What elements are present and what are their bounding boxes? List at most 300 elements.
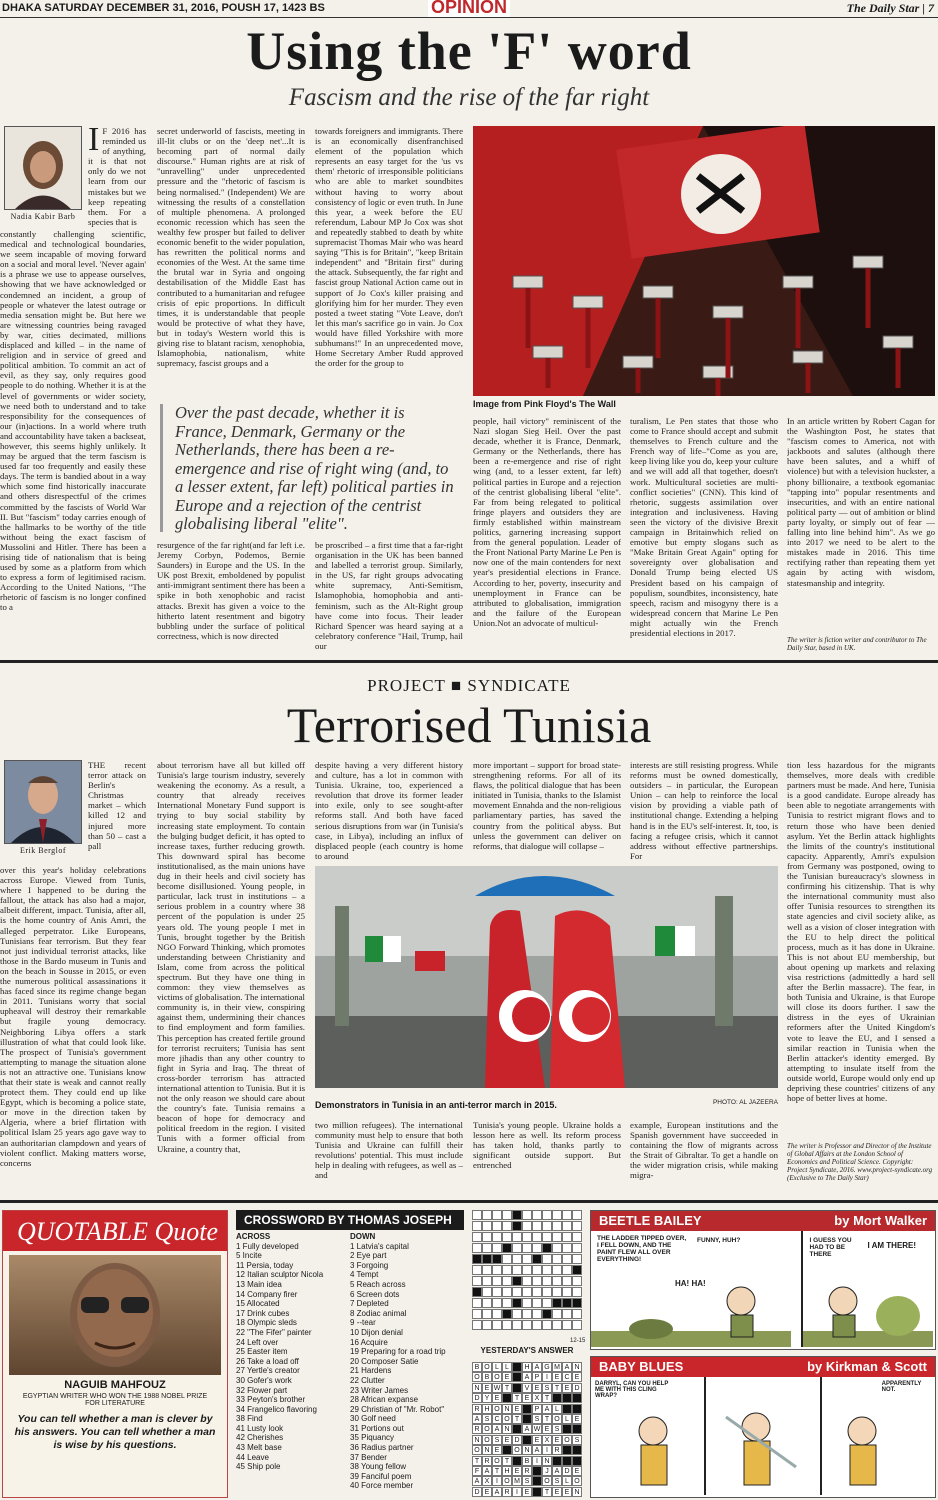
answer-cell <box>552 1393 562 1403</box>
article1-title: Using the 'F' word <box>246 21 692 81</box>
answer-cell: X <box>482 1476 492 1486</box>
answer-cell: V <box>522 1383 532 1393</box>
answer-cell: T <box>542 1414 552 1424</box>
answer-cell: X <box>532 1393 542 1403</box>
mahfouz-photo <box>9 1255 221 1375</box>
grid-cell[interactable] <box>552 1287 562 1297</box>
answer-cell: O <box>552 1414 562 1424</box>
grid-cell[interactable] <box>472 1232 482 1242</box>
grid-cell[interactable] <box>522 1298 532 1308</box>
answer-cell: S <box>532 1414 542 1424</box>
answer-cell <box>552 1456 562 1466</box>
answer-cell: X <box>542 1435 552 1445</box>
grid-cell[interactable] <box>532 1243 542 1253</box>
answer-cell: R <box>482 1456 492 1466</box>
clue-item: 1 Fully developed <box>236 1241 299 1251</box>
grid-cell[interactable] <box>492 1243 502 1253</box>
grid-cell[interactable] <box>482 1320 492 1330</box>
answer-cell: H <box>522 1362 532 1372</box>
grid-cell <box>502 1309 512 1319</box>
grid-cell[interactable] <box>532 1276 542 1286</box>
answer-cell: N <box>522 1445 532 1455</box>
image-caption: Image from Pink Floyd's The Wall <box>473 399 616 409</box>
grid-cell[interactable] <box>512 1309 522 1319</box>
grid-cell[interactable] <box>552 1265 562 1275</box>
clue-item: 23 Writer James <box>350 1385 409 1395</box>
answer-cell: O <box>482 1424 492 1434</box>
grid-cell[interactable] <box>492 1320 502 1330</box>
clue-item: 24 Left over <box>236 1337 279 1347</box>
clue-item: 31 Portions out <box>350 1423 404 1433</box>
project-syndicate-kicker: PROJECT ■ SYNDICATE <box>367 676 571 695</box>
grid-cell[interactable] <box>482 1232 492 1242</box>
author-byline: Nadia Kabir Barb <box>10 212 76 221</box>
clue-item: 33 Peyton's brother <box>236 1395 306 1405</box>
grid-cell[interactable] <box>532 1298 542 1308</box>
answer-cell: L <box>552 1404 562 1414</box>
answer-cell: R <box>522 1466 532 1476</box>
crossword-title: CROSSWORD BY THOMAS JOSEPH <box>236 1210 464 1230</box>
quote-author: NAGUIB MAHFOUZ <box>64 1379 166 1391</box>
grid-cell[interactable] <box>572 1210 582 1220</box>
answer-cell <box>522 1404 532 1414</box>
grid-number: 12-15 <box>570 1338 586 1344</box>
baby-blues-strip <box>590 1356 936 1498</box>
clue-item: 45 Ship pole <box>236 1462 281 1472</box>
answer-cell: O <box>472 1445 482 1455</box>
answer-cell: E <box>572 1414 582 1424</box>
grid-cell[interactable] <box>542 1254 552 1264</box>
answer-cell: D <box>562 1466 572 1476</box>
section-label: OPINION <box>428 0 510 17</box>
answer-cell: N <box>572 1487 582 1497</box>
article2-column-5: interests are still resisting progress. While reforms must be owned domestically, outsiders – in particular, the European Union – can help to reinforce the local vision by providing a viable path of institutional change. Extending a helping hand is in the EU's self-interest. It, too, is facing a refugee crisis, which it cannot address without effective partnerships. For <box>630 760 778 861</box>
grid-cell[interactable] <box>522 1210 532 1220</box>
crossword-grid[interactable] <box>472 1210 582 1336</box>
grid-cell[interactable] <box>562 1221 572 1231</box>
article1-column-3b: be proscribed – a first time that a far-right organisation in the UK has been banned and labelled a terrorist group. Similarly, in the US, far right groups advocating white supremacy, Anti-Semitism, Islamophobia, homophobia and anti-feminism, such as the Alt-Right group have come into focus. Their leader Richard Spencer was heard saying at a celebratory conference "Hail, Trump, hail our <box>315 540 463 651</box>
grid-cell <box>562 1298 572 1308</box>
grid-cell[interactable] <box>472 1320 482 1330</box>
answer-cell: O <box>482 1362 492 1372</box>
answer-cell: A <box>552 1466 562 1476</box>
answer-cell: O <box>572 1476 582 1486</box>
grid-cell[interactable] <box>512 1320 522 1330</box>
clue-item: 8 Zodiac animal <box>350 1308 407 1318</box>
answer-cell: O <box>512 1445 522 1455</box>
answer-cell: E <box>522 1487 532 1497</box>
section-divider <box>0 660 938 663</box>
grid-cell[interactable] <box>492 1221 502 1231</box>
clue-item: 42 Cherishes <box>236 1433 284 1443</box>
grid-cell[interactable] <box>522 1232 532 1242</box>
answer-cell: A <box>562 1362 572 1372</box>
grid-cell[interactable] <box>512 1287 522 1297</box>
answer-cell: E <box>492 1445 502 1455</box>
answer-cell <box>562 1456 572 1466</box>
grid-cell[interactable] <box>492 1276 502 1286</box>
answer-cell: A <box>532 1362 542 1372</box>
answer-cell: A <box>492 1487 502 1497</box>
quote-author-desc: EGYPTIAN WRITER WHO WON THE 1988 NOBEL PRIZE FOR LITERATURE <box>22 1393 208 1407</box>
grid-cell <box>542 1243 552 1253</box>
grid-cell[interactable] <box>492 1287 502 1297</box>
grid-cell[interactable] <box>542 1298 552 1308</box>
grid-cell <box>542 1309 552 1319</box>
grid-cell[interactable] <box>572 1254 582 1264</box>
answer-cell: N <box>502 1424 512 1434</box>
article1-column-1: constantly challenging scientific, medical and technological boundaries, we seem incapable of moving forward on a social and moral level. 'Never again' is a phrase we use to appease ourselves, showing that we have acknowledged or condemned an incident, a group of people or whatever the latest outrage or media sensation might be. But here we are witnessing countries being ravaged by war, cities decimated, millions displaced and killed – in the name of religion and in service of greed and political ambition. To commit an act of evil, as they say, only requires good people to do nothing. Whether it is at the level of governments or wider society, we need both to understand and to take responsibility for the consequences of our (in)actions. In a world where truth and accountability have taken a backseat, however, this seems highly unlikely. It may be argued that the term fascism is used far too frequently and easily these days. The term is bandied about in a way which some find historically inaccurate and others disrespectful of the crimes committed by the fascists of World War II. But "fascism" today carries enough of the hallmarks to be worthy of the title without being the exact fascism of Mussolini and Hitler. There has been a rising tide of nationalism that is being used by some as a platform from which to express a form of legitimised racism. According to the United Nations, "The rhetoric of fascism is no longer confined to a <box>0 229 146 613</box>
answer-cell <box>512 1456 522 1466</box>
comic-panel-1: THE LADDER TIPPED OVER, I FELL DOWN, AND THE PAINT FLEW ALL OVER EVERYTHING! FUNNY, HUH? HA! HA! <box>591 1231 803 1347</box>
grid-cell[interactable] <box>552 1320 562 1330</box>
answer-cell: S <box>572 1435 582 1445</box>
answer-cell: O <box>542 1476 552 1486</box>
answer-cell <box>572 1445 582 1455</box>
dateline: DHAKA SATURDAY DECEMBER 31, 2016, POUSH 17, 1423 BS <box>2 2 325 14</box>
answer-cell: D <box>472 1393 482 1403</box>
grid-cell[interactable] <box>542 1232 552 1242</box>
answer-cell: D <box>512 1435 522 1445</box>
clue-item: 38 Find <box>236 1414 263 1424</box>
answer-cell: T <box>512 1414 522 1424</box>
clue-item: 43 Melt base <box>236 1443 282 1453</box>
grid-cell[interactable] <box>552 1243 562 1253</box>
grid-cell[interactable] <box>552 1309 562 1319</box>
answer-cell: E <box>532 1383 542 1393</box>
grid-cell[interactable] <box>542 1276 552 1286</box>
article2-column-3b: two million refugees). The international community must help to ensure that both Tunisia and Ukraine can fulfill their revolutions' potential. This must include help in dealing with refugees, as well as – and <box>315 1120 463 1181</box>
answer-cell: Y <box>482 1393 492 1403</box>
answer-cell: I <box>542 1445 552 1455</box>
grid-cell[interactable] <box>502 1298 512 1308</box>
grid-cell[interactable] <box>572 1232 582 1242</box>
answer-cell: S <box>522 1476 532 1486</box>
grid-cell[interactable] <box>482 1210 492 1220</box>
grid-cell[interactable] <box>492 1298 502 1308</box>
answer-cell: R <box>472 1404 482 1414</box>
answer-cell: P <box>532 1372 542 1382</box>
beetle-bailey-strip <box>590 1210 936 1350</box>
across-clues: ACROSS 1 Fully developed 5 Incite 11 Persia, today 12 Italian sculptor Nicola 13 Main idea 14 Company firer 15 Allocated 17 Drink cubes 18 Olympic sleds 22 "The Fifer" painter 24 Left over 25 Easter item 26 Take a load off 27 Yertle's creator 30 Gofer's work 32 Flower part 33 Peyton's brother 34 Frangelico flavoring 38 Find 41 Lusty look 42 Cherishes 43 Melt base 44 Leave 45 Ship pole <box>236 1232 350 1491</box>
article1-column-4: people, hail victory" reminiscent of the Nazi slogan Sieg Heil. Over the past decade, whether it is France, Denmark, Germany or the Netherlands, there has been a re-emergence and rise of right wing (and, to a lesser extent, far left) political parties in Europe and a rejection of the centrist globalising liberal "elite". Far from being relegated to political fringe players and outsiders they are firmly established within mainstream politics, garnering increasing support from the general population. Leader of the Front National Party Marine Le Pen is now one of the main contenders for next year's presidential elections in France. According to her, poverty, insecurity and unemployment in France can be attributed to globalisation, immigration and the failure of the European Union.Not an advocate of multicul- <box>473 416 621 628</box>
answer-cell: A <box>522 1372 532 1382</box>
grid-cell[interactable] <box>542 1265 552 1275</box>
answer-cell: N <box>472 1383 482 1393</box>
article1-column-2b: resurgence of the far right(and far left i.e. Jeremy Corbyn, Podemos, Bernie Saunders) in Europe and the US. In the UK post Brexit, emboldened by populist anti-immigrant sentiment there has been a spike in both xenophobic and racist attacks. Brexit has given a voice to the hitherto latent resentment and bigotry bubbling under the surface of political correctness, which is now directed <box>157 540 305 641</box>
grid-cell <box>472 1254 482 1264</box>
clue-item: 39 Fanciful poem <box>350 1471 412 1481</box>
clue-item: 35 Piquancy <box>350 1433 395 1443</box>
clue-item: 30 Golf need <box>350 1414 396 1424</box>
grid-cell <box>502 1243 512 1253</box>
answer-cell: I <box>492 1476 502 1486</box>
comic-panel-3: APPARENTLY NOT. <box>822 1377 935 1495</box>
clue-item: 40 Force member <box>350 1481 414 1491</box>
answer-cell: E <box>542 1424 552 1434</box>
grid-cell[interactable] <box>552 1210 562 1220</box>
article1-column-5: turalism, Le Pen states that those who come to France should accept and submit themselves to French culture and the French way of life–"Come as you are, keep living like you do, keep your culture and we will add all that together, doesn't work. Multicultural societies are multi-conflict societies" (CNN). This kind of rhetoric, suggests assimilation over integration and inclusiveness. Having seen the victory of the divisive Brexit campaign in Britainwhich relied on emotive but empty slogans such as "Make Britain Great Again" opting for sovereignty over globalisation and Donald Trump being elected US President based on his campaign of populism, soundbites, inconsistency, hate speech, racism and misogyny there is a widespread concern that Marine Le Pen might actually win the French presidential elections in 2017. <box>630 416 778 638</box>
answer-cell: O <box>502 1476 512 1486</box>
grid-cell[interactable] <box>552 1232 562 1242</box>
photo-caption: Demonstrators in Tunisia in an anti-terror march in 2015. <box>315 1100 557 1110</box>
answer-cell: O <box>562 1435 572 1445</box>
grid-cell[interactable] <box>482 1276 492 1286</box>
answer-cell: S <box>542 1383 552 1393</box>
answer-cell: N <box>542 1456 552 1466</box>
answer-cell: A <box>492 1424 502 1434</box>
answer-cell: E <box>552 1372 562 1382</box>
clue-item: 5 Incite <box>236 1251 262 1261</box>
grid-cell[interactable] <box>572 1309 582 1319</box>
grid-cell[interactable] <box>502 1320 512 1330</box>
answer-cell: P <box>532 1404 542 1414</box>
baby-blues-author: by Kirkman & Scott <box>807 1359 927 1374</box>
grid-cell[interactable] <box>512 1254 522 1264</box>
clue-item: 3 Forgoing <box>350 1260 389 1270</box>
grid-cell[interactable] <box>572 1320 582 1330</box>
beetle-bailey-author: by Mort Walker <box>834 1213 927 1228</box>
answer-cell: T <box>502 1456 512 1466</box>
clue-item: 14 Company firer <box>236 1289 298 1299</box>
answer-cell: G <box>542 1362 552 1372</box>
grid-cell[interactable] <box>522 1243 532 1253</box>
grid-cell[interactable] <box>532 1309 542 1319</box>
clue-item: 30 Gofer's work <box>236 1375 292 1385</box>
grid-cell[interactable] <box>522 1254 532 1264</box>
answer-cell <box>512 1372 522 1382</box>
grid-cell[interactable] <box>532 1287 542 1297</box>
answer-cell: B <box>522 1456 532 1466</box>
answer-cell: I <box>532 1456 542 1466</box>
answer-cell: M <box>552 1362 562 1372</box>
grid-cell[interactable] <box>502 1265 512 1275</box>
pull-quote: Over the past decade, whether it is France, Denmark, Germany or the Netherlands, there has been a re-emergence and rise of right wing (and, to a lesser extent, far left) political parties in Europe and a rejection of the centrist globalising liberal "elite". <box>160 404 458 532</box>
answer-cell: E <box>492 1393 502 1403</box>
clue-item: 17 Drink cubes <box>236 1308 290 1318</box>
answer-cell: T <box>492 1466 502 1476</box>
grid-cell[interactable] <box>562 1309 572 1319</box>
grid-cell[interactable] <box>502 1232 512 1242</box>
grid-cell[interactable] <box>552 1276 562 1286</box>
answer-cell <box>572 1456 582 1466</box>
grid-cell[interactable] <box>472 1243 482 1253</box>
grid-cell <box>512 1221 522 1231</box>
grid-cell[interactable] <box>532 1265 542 1275</box>
grid-cell <box>492 1254 502 1264</box>
clue-item: 20 Composer Satie <box>350 1356 419 1366</box>
author-photo <box>4 126 82 210</box>
answer-cell <box>522 1435 532 1445</box>
grid-cell[interactable] <box>562 1210 572 1220</box>
grid-cell[interactable] <box>522 1265 532 1275</box>
photo-credit: PHOTO: AL JAZEERA <box>712 1099 778 1106</box>
answer-cell: I <box>512 1487 522 1497</box>
grid-cell[interactable] <box>532 1320 542 1330</box>
grid-cell[interactable] <box>562 1265 572 1275</box>
grid-cell[interactable] <box>572 1221 582 1231</box>
grid-cell[interactable] <box>522 1276 532 1286</box>
grid-cell[interactable] <box>522 1320 532 1330</box>
grid-cell[interactable] <box>562 1320 572 1330</box>
answer-cell: T <box>502 1383 512 1393</box>
grid-cell[interactable] <box>492 1210 502 1220</box>
grid-cell[interactable] <box>502 1276 512 1286</box>
grid-cell[interactable] <box>502 1210 512 1220</box>
grid-cell <box>572 1298 582 1308</box>
answer-cell <box>562 1445 572 1455</box>
answer-cell: E <box>552 1487 562 1497</box>
quote-text: You can tell whether a man is clever by his answers. You can tell whether a man is wise by his questions. <box>14 1413 216 1451</box>
grid-cell <box>512 1276 522 1286</box>
clue-item: 36 Radius partner <box>350 1443 414 1453</box>
article2-column-1: over this year's holiday celebrations across Europe. Viewed from Tunis, where I happened to be during the fallout, the attack has also had a major, albeit different, impact. Tunisia, after all, is the home country of Anis Amri, the alleged perpetrator. Like Europeans, Tunisians fear terrorism. But they fear not just individual terrorist attacks, like those in the Bardo museum in Tunis and on the beach in Sousse in 2015, or even the numerous political assassinations it has faced since its regime change began in 2011. Tunisians worry that social upheaval will destroy their remarkable but fragile young democracy. Neighboring Libya offers a stark illustration of what that could look like. The prospect of Tunisia's government attempting to manage the situation alone is not an attractive one. Tunisians know that their state is weak and cannot really protect them. They could end up like Egypt, which is becoming a police state, or move in the direction taken by Algeria, where a brief flirtation with political Islam 25 years ago gave way to an authoritarian clampdown and years of violent conflict. Making matters worse, concerns <box>0 865 146 1168</box>
answer-cell: A <box>532 1445 542 1455</box>
answer-cell: E <box>512 1404 522 1414</box>
answer-cell <box>512 1383 522 1393</box>
grid-cell[interactable] <box>562 1287 572 1297</box>
grid-cell[interactable] <box>482 1265 492 1275</box>
answer-title: YESTERDAY'S ANSWER <box>480 1346 574 1355</box>
grid-cell[interactable] <box>472 1210 482 1220</box>
grid-cell[interactable] <box>472 1265 482 1275</box>
grid-cell[interactable] <box>572 1276 582 1286</box>
answer-cell: T <box>472 1456 482 1466</box>
answer-cell <box>532 1466 542 1476</box>
grid-cell[interactable] <box>542 1320 552 1330</box>
yesterdays-answer-grid <box>472 1362 582 1498</box>
article1-subtitle: Fascism and the rise of the far right <box>288 84 650 111</box>
answer-cell: E <box>572 1466 582 1476</box>
grid-cell[interactable] <box>502 1287 512 1297</box>
answer-cell: O <box>482 1435 492 1445</box>
answer-cell <box>562 1404 572 1414</box>
article1-column-2: secret underworld of fascists, meeting in ill-lit clubs or on the 'deep net'...It is becoming part of normal daily discourse." Human rights are at risk of "unravelling" under unprecedented pressure and the "rhetoric of fascism is being normalised." (Independent) We are witnessing the results of a constellation of multiple phenomena. A prolonged economic recession which has seen the wealthy few prosper but failed to deliver economic benefit to the wider population, has rewritten the political norms and economies of the West. At the same time the brutal war in Syria and ongoing destabilisation of the Middle East has contributed to a humanitarian and refugee crisis of epic proportions. In difficult times, it is understandable that people would be protective of what they have, but in today's Western world this is giving rise to blatant racism, xenophobia, Islamophobia, nationalism, white supremacy, fascist groups and a <box>157 126 305 369</box>
grid-cell[interactable] <box>522 1309 532 1319</box>
grid-cell[interactable] <box>472 1309 482 1319</box>
grid-cell[interactable] <box>502 1254 512 1264</box>
grid-cell <box>482 1254 492 1264</box>
answer-cell: A <box>472 1414 482 1424</box>
clue-item: 1 Latvia's capital <box>350 1241 409 1251</box>
grid-cell[interactable] <box>502 1221 512 1231</box>
answer-cell: E <box>482 1487 492 1497</box>
grid-cell[interactable] <box>562 1276 572 1286</box>
answer-cell: O <box>492 1456 502 1466</box>
answer-cell: D <box>472 1487 482 1497</box>
tunisia-march-photo <box>315 866 778 1088</box>
article1-column-6: In an article written by Robert Cagan for the Washington Post, he states that "fascism comes to America, not with jackboots and salutes (although there have been salutes, and a whiff of violence) but with a television huckster, a phony billionaire, a textbook egomaniac "tapping into" popular resentments and insecurities, and with an entire national political party — out of ambition or blind party loyalty, or simply out of fear — falling into line behind him". As we go into 2017 we need to be alert to the mistakes made in 2016. This time rectifying rather than repeating them yet again by acting with wisdom, statesmanship and integrity. <box>787 416 935 588</box>
clue-item: 22 Clutter <box>350 1375 385 1385</box>
grid-cell[interactable] <box>472 1276 482 1286</box>
answer-cell <box>572 1424 582 1434</box>
grid-cell[interactable] <box>492 1309 502 1319</box>
grid-cell <box>512 1298 522 1308</box>
grid-cell[interactable] <box>532 1232 542 1242</box>
answer-cell <box>572 1393 582 1403</box>
article1-column-3: towards foreigners and immigrants. There is an economically disenfranchised element of the population which represents an easy target for the 'us vs them' rhetoric of irresponsible politicians who are able to market soundbites without having to worry about consistency of logic or even truth. In June this year, a week before the EU referendum, Labour MP Jo Cox was shot and repeatedly stabbed to death by white supremacist Thomas Mair who was heard saying "This is for Britain", "keep Britain independent" and "Britain first" during the attack. Subsequently, the far right and fascist group National Action came out in support of Jo Cox's killer praising and glorifying him for her murder. They even posted a tweet stating "Vote Leave, don't let this man's sacrifice go in vain. Jo Cox would have filled Yorkshire with more subhumans!" In an unprecedented move, Home Secretary Amber Rudd approved the order for the group to <box>315 126 463 369</box>
grid-cell[interactable] <box>542 1210 552 1220</box>
answer-cell: N <box>572 1362 582 1372</box>
grid-cell[interactable] <box>482 1309 492 1319</box>
answer-cell <box>512 1424 522 1434</box>
grid-cell[interactable] <box>512 1243 522 1253</box>
clue-item: 44 Leave <box>236 1452 269 1462</box>
answer-cell: H <box>502 1466 512 1476</box>
grid-cell[interactable] <box>572 1287 582 1297</box>
grid-cell[interactable] <box>512 1232 522 1242</box>
answer-cell: T <box>512 1393 522 1403</box>
answer-cell: E <box>532 1435 542 1445</box>
grid-cell[interactable] <box>482 1298 492 1308</box>
grid-cell[interactable] <box>482 1243 492 1253</box>
grid-cell[interactable] <box>532 1221 542 1231</box>
answer-cell: B <box>482 1372 492 1382</box>
grid-cell[interactable] <box>522 1287 532 1297</box>
clue-item: 25 Easter item <box>236 1347 288 1357</box>
clue-item: 12 Italian sculptor Nicola <box>236 1270 324 1280</box>
answer-cell: E <box>562 1383 572 1393</box>
grid-cell[interactable] <box>542 1287 552 1297</box>
page-header <box>0 0 938 18</box>
grid-cell[interactable] <box>472 1221 482 1231</box>
grid-cell[interactable] <box>522 1221 532 1231</box>
answer-cell: O <box>492 1404 502 1414</box>
author-byline: Erik Berglof <box>19 846 67 855</box>
answer-cell <box>562 1393 572 1403</box>
comic-panel-1: DARRYL, CAN YOU HELP ME WITH THIS CLING WRAP? <box>591 1377 706 1495</box>
grid-cell[interactable] <box>492 1232 502 1242</box>
article2-column-5b: example, European institutions and the Spanish government have succeeded in containing the flow of migrants across the Strait of Gibraltar. To get a handle on the wider migration crisis, while making migra- <box>630 1120 778 1181</box>
grid-cell[interactable] <box>562 1254 572 1264</box>
answer-cell: J <box>542 1466 552 1476</box>
grid-cell[interactable] <box>552 1221 562 1231</box>
grid-cell[interactable] <box>562 1243 572 1253</box>
quote-header: QUOTABLE Quote <box>3 1211 227 1251</box>
article2-lede: THE recent terror attack on Berlin's Christmas market – which killed 12 and injured more than 50 – cast a pall <box>88 760 146 851</box>
baby-blues-title: BABY BLUES <box>599 1359 684 1374</box>
answer-cell: T <box>552 1383 562 1393</box>
clue-item: 4 Tempt <box>350 1270 379 1280</box>
answer-cell: D <box>572 1383 582 1393</box>
grid-cell[interactable] <box>492 1265 502 1275</box>
grid-cell[interactable] <box>542 1221 552 1231</box>
grid-cell <box>572 1265 582 1275</box>
grid-cell[interactable] <box>512 1265 522 1275</box>
answer-cell: M <box>512 1476 522 1486</box>
clue-item: 28 African expanse <box>350 1395 419 1405</box>
answer-cell: F <box>472 1466 482 1476</box>
article2-footnote: The writer is Professor and Director of the Institute of Global Affairs at the London School of Economics and Political Science. Copyright: Project Syndicate, 2016. www.project-syndicate.org (Exclusive to The Daily Star) <box>787 1142 933 1182</box>
quotable-quote-box <box>2 1210 228 1498</box>
grid-cell[interactable] <box>472 1298 482 1308</box>
answer-cell: E <box>482 1383 492 1393</box>
answer-cell: I <box>542 1372 552 1382</box>
grid-cell[interactable] <box>562 1232 572 1242</box>
answer-cell <box>522 1414 532 1424</box>
answer-cell: N <box>472 1435 482 1445</box>
grid-cell[interactable] <box>572 1243 582 1253</box>
answer-cell: R <box>502 1487 512 1497</box>
clue-item: 15 Allocated <box>236 1299 280 1309</box>
clue-item: 26 Take a load off <box>236 1356 299 1366</box>
grid-cell[interactable] <box>482 1287 492 1297</box>
grid-cell[interactable] <box>532 1210 542 1220</box>
grid-cell[interactable] <box>482 1221 492 1231</box>
answer-cell: E <box>502 1435 512 1445</box>
answer-cell: T <box>542 1393 552 1403</box>
grid-cell[interactable] <box>552 1254 562 1264</box>
